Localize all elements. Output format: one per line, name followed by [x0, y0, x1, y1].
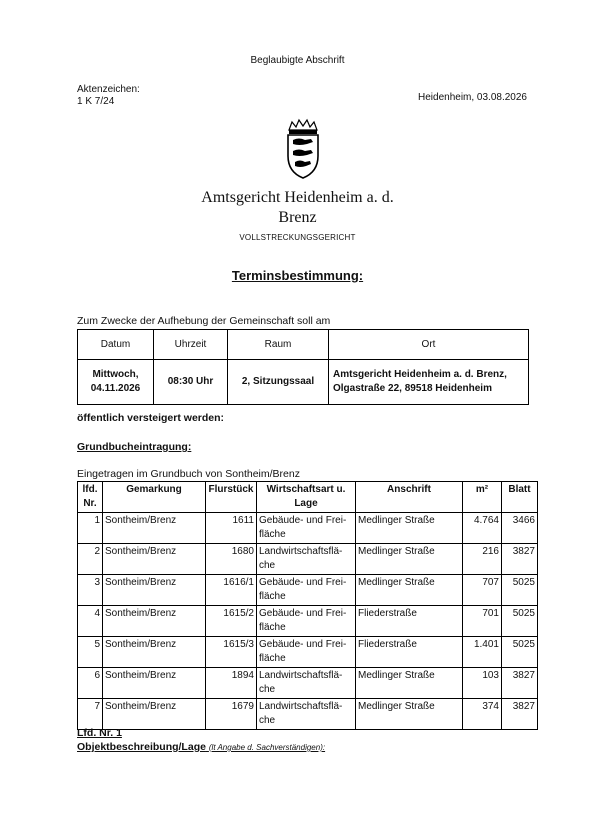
row-anschrift: Medlinger Straße	[356, 668, 463, 699]
object-description-label: Objektbeschreibung/Lage	[77, 741, 206, 753]
header-uhrzeit: Uhrzeit	[154, 330, 228, 360]
certified-copy-label: Beglaubigte Abschrift	[250, 55, 345, 66]
row-wirtschaftsart	[257, 513, 356, 544]
appointment-location-line2: Olgastraße 22, 89518 Heidenheim	[333, 383, 492, 394]
state-coat-of-arms-icon	[283, 118, 323, 180]
header-wirtschaftsart-line1: Wirtschaftsart u.	[266, 484, 346, 495]
court-name-line1: Amtsgericht Heidenheim a. d.	[201, 189, 394, 206]
row-wirtschaftsart	[257, 606, 356, 637]
row-m2: 103	[463, 668, 502, 699]
row-wirtschaftsart-line1: Gebäude- und Frei-	[259, 515, 347, 526]
land-register-row	[78, 699, 538, 730]
row-nr: 7	[78, 699, 103, 730]
row-flurstueck: 1615/3	[206, 637, 257, 668]
row-nr: 1	[78, 513, 103, 544]
case-reference-label: Aktenzeichen:	[77, 84, 140, 95]
row-wirtschaftsart-line2: che	[259, 715, 276, 726]
row-anschrift: Medlinger Straße	[356, 575, 463, 606]
case-reference	[77, 84, 197, 108]
row-wirtschaftsart-line1: Landwirtschaftsflä-	[259, 546, 343, 557]
row-m2: 707	[463, 575, 502, 606]
row-m2: 1.401	[463, 637, 502, 668]
lfd-nr-heading: Lfd. Nr. 1	[77, 727, 122, 739]
row-blatt: 5025	[502, 606, 538, 637]
row-flurstueck: 1679	[206, 699, 257, 730]
row-wirtschaftsart-line1: Landwirtschaftsflä-	[259, 670, 343, 681]
intro-text: Zum Zwecke der Aufhebung der Gemeinschaft soll am	[77, 315, 331, 327]
header-lfd-nr	[78, 482, 103, 513]
row-nr: 5	[78, 637, 103, 668]
row-wirtschaftsart-line1: Gebäude- und Frei-	[259, 639, 347, 650]
header-wirtschaftsart	[257, 482, 356, 513]
land-register-header-row	[78, 482, 538, 513]
land-register-row	[78, 575, 538, 606]
place-date: Heidenheim, 03.08.2026	[418, 92, 527, 103]
case-reference-value: 1 K 7/24	[77, 96, 115, 107]
row-m2: 4.764	[463, 513, 502, 544]
row-wirtschaftsart	[257, 699, 356, 730]
land-register-table	[77, 481, 538, 730]
header-ort: Ort	[329, 330, 529, 360]
appointment-room: 2, Sitzungssaal	[228, 360, 329, 405]
row-anschrift: Medlinger Straße	[356, 513, 463, 544]
header-gemarkung: Gemarkung	[103, 482, 206, 513]
row-blatt: 3827	[502, 544, 538, 575]
appointment-date-value: 04.11.2026	[90, 383, 141, 394]
appointment-location	[329, 360, 529, 405]
row-wirtschaftsart-line1: Landwirtschaftsflä-	[259, 701, 343, 712]
row-blatt: 5025	[502, 637, 538, 668]
object-description-heading	[77, 741, 325, 753]
appointment-time: 08:30 Uhr	[154, 360, 228, 405]
land-register-intro: Eingetragen im Grundbuch von Sontheim/Brenz	[77, 468, 300, 480]
row-flurstueck: 1615/2	[206, 606, 257, 637]
header-blatt: Blatt	[502, 482, 538, 513]
row-flurstueck: 1894	[206, 668, 257, 699]
row-anschrift: Medlinger Straße	[356, 699, 463, 730]
row-m2: 374	[463, 699, 502, 730]
land-register-rows	[78, 513, 538, 730]
land-register-row	[78, 668, 538, 699]
row-blatt: 3466	[502, 513, 538, 544]
row-wirtschaftsart	[257, 668, 356, 699]
row-nr: 4	[78, 606, 103, 637]
row-wirtschaftsart-line1: Gebäude- und Frei-	[259, 608, 347, 619]
row-gemarkung: Sontheim/Brenz	[103, 513, 206, 544]
header-lfd: lfd.	[82, 484, 98, 495]
object-description-note: (lt Angabe d. Sachverständigen):	[208, 743, 326, 752]
row-gemarkung: Sontheim/Brenz	[103, 637, 206, 668]
land-register-row	[78, 606, 538, 637]
row-gemarkung: Sontheim/Brenz	[103, 575, 206, 606]
row-anschrift: Fliederstraße	[356, 606, 463, 637]
header-anschrift: Anschrift	[356, 482, 463, 513]
row-wirtschaftsart	[257, 575, 356, 606]
row-nr: 2	[78, 544, 103, 575]
row-gemarkung: Sontheim/Brenz	[103, 699, 206, 730]
auction-statement: öffentlich versteigert werden:	[77, 412, 225, 424]
row-anschrift: Fliederstraße	[356, 637, 463, 668]
land-register-row	[78, 544, 538, 575]
appointment-table	[77, 329, 529, 405]
row-gemarkung: Sontheim/Brenz	[103, 606, 206, 637]
row-wirtschaftsart	[257, 637, 356, 668]
header-wirtschaftsart-line2: Lage	[294, 498, 318, 509]
header-flurstueck: Flurstück	[206, 482, 257, 513]
appointment-date	[78, 360, 154, 405]
land-register-row	[78, 637, 538, 668]
row-wirtschaftsart-line2: fläche	[259, 591, 286, 602]
appointment-weekday: Mittwoch,	[92, 369, 139, 380]
appointment-row	[78, 360, 529, 405]
header-m2: m²	[463, 482, 502, 513]
row-nr: 3	[78, 575, 103, 606]
row-flurstueck: 1616/1	[206, 575, 257, 606]
appointment-header-row	[78, 330, 529, 360]
row-wirtschaftsart-line2: che	[259, 560, 276, 571]
row-blatt: 3827	[502, 668, 538, 699]
row-wirtschaftsart-line2: fläche	[259, 653, 286, 664]
document-title: Terminsbestimmung:	[231, 268, 364, 283]
appointment-location-line1: Amtsgericht Heidenheim a. d. Brenz,	[333, 369, 507, 380]
row-m2: 216	[463, 544, 502, 575]
court-name-line2: Brenz	[278, 209, 317, 226]
row-flurstueck: 1611	[206, 513, 257, 544]
row-anschrift: Medlinger Straße	[356, 544, 463, 575]
row-gemarkung: Sontheim/Brenz	[103, 668, 206, 699]
header-nr: Nr.	[83, 498, 97, 509]
row-wirtschaftsart-line2: fläche	[259, 622, 286, 633]
land-register-heading: Grundbucheintragung:	[77, 441, 192, 453]
row-wirtschaftsart-line1: Gebäude- und Frei-	[259, 577, 347, 588]
row-m2: 701	[463, 606, 502, 637]
row-wirtschaftsart	[257, 544, 356, 575]
row-gemarkung: Sontheim/Brenz	[103, 544, 206, 575]
row-flurstueck: 1680	[206, 544, 257, 575]
row-nr: 6	[78, 668, 103, 699]
row-wirtschaftsart-line2: che	[259, 684, 276, 695]
row-blatt: 3827	[502, 699, 538, 730]
row-blatt: 5025	[502, 575, 538, 606]
land-register-row	[78, 513, 538, 544]
row-wirtschaftsart-line2: fläche	[259, 529, 286, 540]
court-department: VOLLSTRECKUNGSGERICHT	[239, 233, 356, 242]
header-raum: Raum	[228, 330, 329, 360]
header-datum: Datum	[78, 330, 154, 360]
court-name	[0, 188, 595, 228]
